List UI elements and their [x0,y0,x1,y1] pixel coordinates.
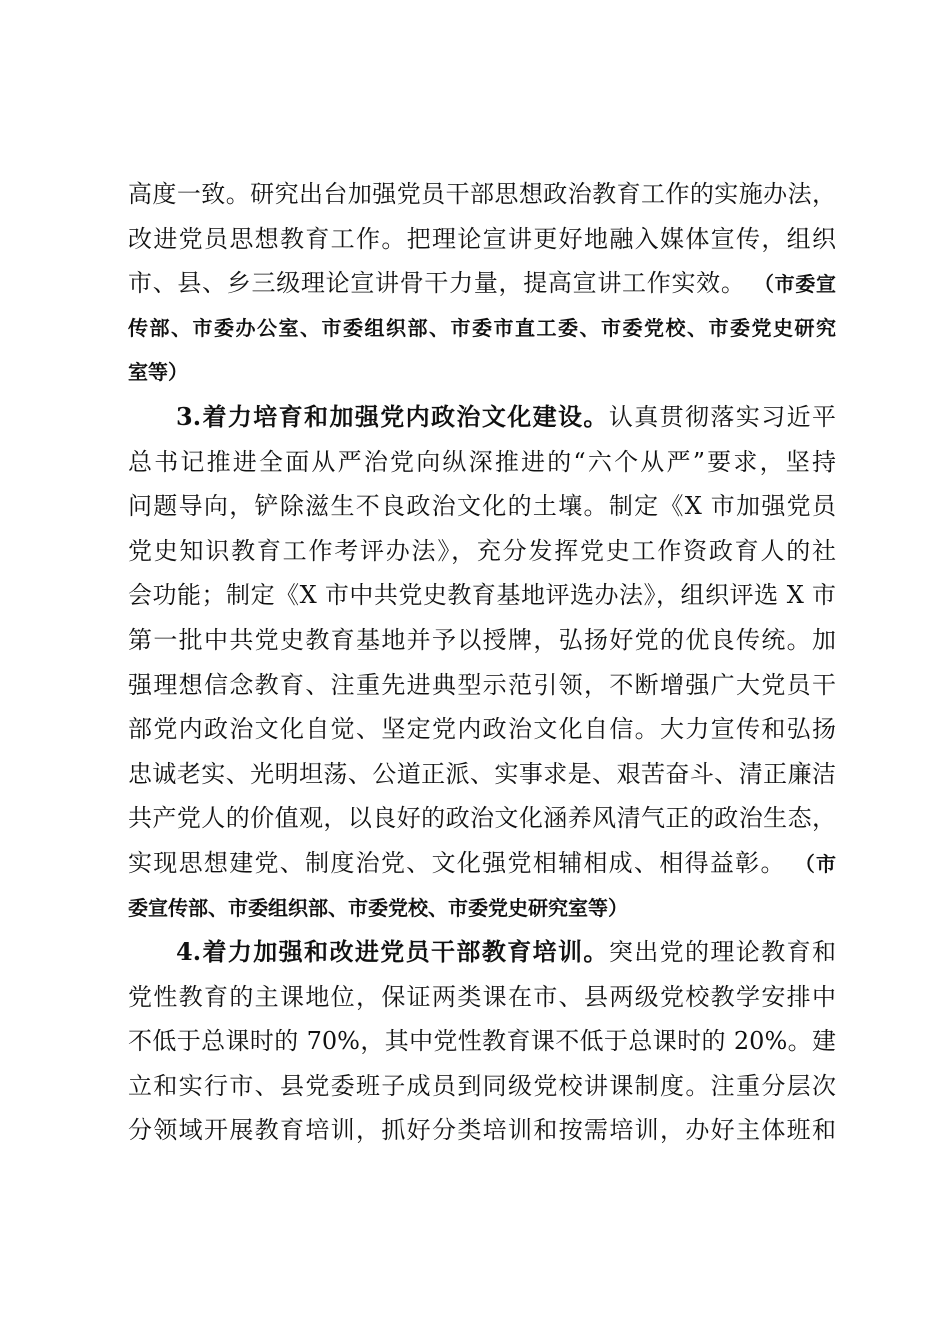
text-line: 立和实行市、县党委班子成员到同级党校讲课制度。注重分层次 [128,1071,836,1100]
text-line: 分领域开展教育培训，抓好分类培训和按需培训，办好主体班和 [128,1116,836,1145]
section-heading: 3.着力培育和加强党内政治文化建设。 [176,401,609,431]
text-span: 突出党的理论教育和 [608,938,836,967]
text-line: 党性教育的主课地位，保证两类课在市、县两级党校教学安排中 [128,982,836,1011]
text-line [128,261,836,306]
text-line: 问题导向，铲除滋生不良政治文化的土壤。制定《X 市加强党员 [128,492,836,521]
paragraph-continued [128,172,836,395]
section-heading: 4.着力加强和改进党员干部教育培训。 [176,937,609,967]
text-line: 忠诚老实、光明坦荡、公道正派、实事求是、艰苦奋斗、清正廉洁 [128,759,836,788]
text-line [128,930,836,975]
text-line: 高度一致。研究出台加强党员干部思想政治教育工作的实施办法， [128,180,836,208]
text-line: 改进党员思想教育工作。把理论宣讲更好地融入媒体宣传，组织 [128,224,836,253]
text-line: 会功能；制定《X 市中共党史教育基地评选办法》，组织评选 X 市 [128,581,836,610]
text-line [128,395,836,440]
responsible-units-note: 室等） [128,360,188,385]
paragraph-political-culture [128,395,836,930]
text-span: 实现思想建党、制度治党、文化强党相辅相成、相得益彰。 [128,848,786,877]
text-line: 不低于总课时的 70%，其中党性教育课不低于总课时的 20%。建 [128,1027,836,1056]
document-body [128,172,836,1153]
responsible-units-note: 委宣传部、市委组织部、市委党校、市委党史研究室等） [128,895,628,920]
responsible-units-note: （市委宣 [753,272,836,297]
text-span: 认真贯彻落实习近平 [608,402,836,431]
text-line: 强理想信念教育、注重先进典型示范引领，不断增强广大党员干 [128,670,836,699]
text-line: 部党内政治文化自觉、坚定党内政治文化自信。大力宣传和弘扬 [128,715,836,744]
text-line: 第一批中共党史教育基地并予以授牌，弘扬好党的优良传统。加 [128,625,836,654]
text-line: 总书记推进全面从严治党向纵深推进的“六个从严”要求，坚持 [128,447,836,476]
responsible-units-note: （市 [794,851,836,876]
text-line: 党史知识教育工作考评办法》，充分发挥党史工作资政育人的社 [128,536,836,565]
paragraph-education-training [128,930,836,1153]
responsible-units-note: 传部、市委办公室、市委组织部、市委市直工委、市委党校、市委党史研究 [128,315,836,340]
text-line: 共产党人的价值观，以良好的政治文化涵养风清气正的政治生态， [128,804,836,833]
text-line [128,841,836,886]
text-span: 市、县、乡三级理论宣讲骨干力量，提高宣讲工作实效。 [128,269,746,298]
